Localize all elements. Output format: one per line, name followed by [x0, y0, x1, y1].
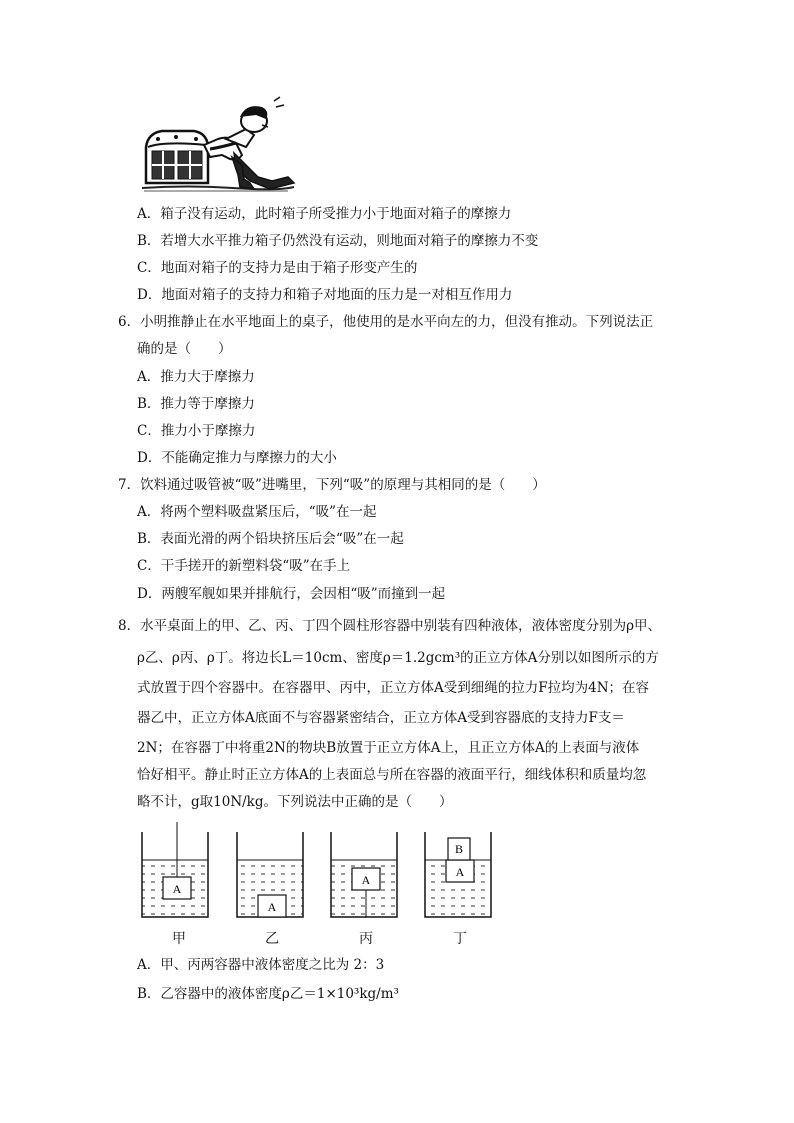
q7-option-d: D．两艘军舰如果并排航行，会因相“吸”而撞到一起	[137, 586, 446, 602]
q6-option-a: A．推力大于摩擦力	[137, 369, 255, 385]
q8-option-a: A．甲、丙两容器中液体密度之比为 2：3	[137, 957, 385, 973]
q8-stem-line7: 略不计，g取10N/kg。下列说法中正确的是（ ）	[137, 794, 453, 810]
q5-option-c: C．地面对箱子的支持力是由于箱子形变产生的	[137, 260, 418, 276]
caption-bing: 丙	[359, 931, 373, 947]
block-b-ding-label: B	[454, 842, 464, 856]
q8-stem-line3: 式放置于四个容器中。在容器甲、丙中，正立方体A受到细绳的拉力F拉均为4N；在容	[137, 680, 650, 696]
block-a-bing-label: A	[361, 873, 371, 887]
q7-option-b: B．表面光滑的两个铅块挤压后会“吸”在一起	[137, 531, 404, 547]
q5-option-b: B．若增大水平推力箱子仍然没有运动，则地面对箱子的摩擦力不变	[137, 233, 539, 249]
push-box-drawing	[138, 95, 298, 195]
q6-option-d: D．不能确定推力与摩擦力的大小	[137, 450, 337, 466]
block-a-ding-label: A	[455, 865, 465, 879]
q8-stem-line1: 8．水平桌面上的甲、乙、丙、丁四个圆柱形容器中别装有四种液体，液体密度分别为ρ甲、	[118, 618, 662, 634]
caption-ding: 丁	[453, 931, 467, 947]
q6-option-c: C．推力小于摩擦力	[137, 423, 256, 439]
q8-option-b: B．乙容器中的液体密度ρ乙＝1×10³kg/m³	[137, 986, 399, 1002]
q7-stem: 7．饮料通过吸管被“吸”进嘴里，下列“吸”的原理与其相同的是（ ）	[118, 477, 546, 493]
block-a-jia-label: A	[172, 882, 182, 896]
containers-diagram	[130, 822, 510, 922]
q6-stem-line1: 6．小明推静止在水平地面上的桌子，他使用的是水平向左的力，但没有推动。下列说法正	[118, 314, 654, 330]
q7-option-a: A．将两个塑料吸盘紧压后，“吸”在一起	[137, 504, 377, 520]
q6-option-b: B．推力等于摩擦力	[137, 396, 255, 412]
q6-stem-line2: 确的是（ ）	[137, 341, 232, 357]
q8-stem-line5: 2N；在容器丁中将重2N的物块B放置于正立方体A上，且正立方体A的上表面与液体	[137, 740, 640, 756]
container-bing	[331, 832, 397, 917]
q8-stem-line4: 器乙中，正立方体A底面不与容器紧密结合，正立方体A受到容器底的支持力F支＝	[137, 710, 625, 726]
container-ding	[425, 832, 491, 917]
q8-stem-line6: 恰好相平。静止时正立方体A的上表面总与所在容器的液面平行，细线体积和质量均忽	[137, 767, 647, 783]
caption-jia: 甲	[172, 931, 186, 947]
container-jia	[142, 822, 208, 917]
container-yi	[237, 832, 303, 917]
q8-stem-line2: ρ乙、ρ丙、ρ丁。将边长L＝10cm、密度ρ＝1.2gcm³的正立方体A分别以如图所示的方	[137, 650, 659, 666]
caption-yi: 乙	[265, 931, 279, 947]
push-box-illustration	[138, 95, 298, 195]
q5-option-d: D．地面对箱子的支持力和箱子对地面的压力是一对相互作用力	[137, 287, 513, 303]
block-a-yi-label: A	[267, 900, 277, 914]
q7-option-c: C．干手搓开的新塑料袋“吸”在手上	[137, 558, 351, 574]
q5-option-a: A．箱子没有运动，此时箱子所受推力小于地面对箱子的摩擦力	[137, 206, 512, 222]
